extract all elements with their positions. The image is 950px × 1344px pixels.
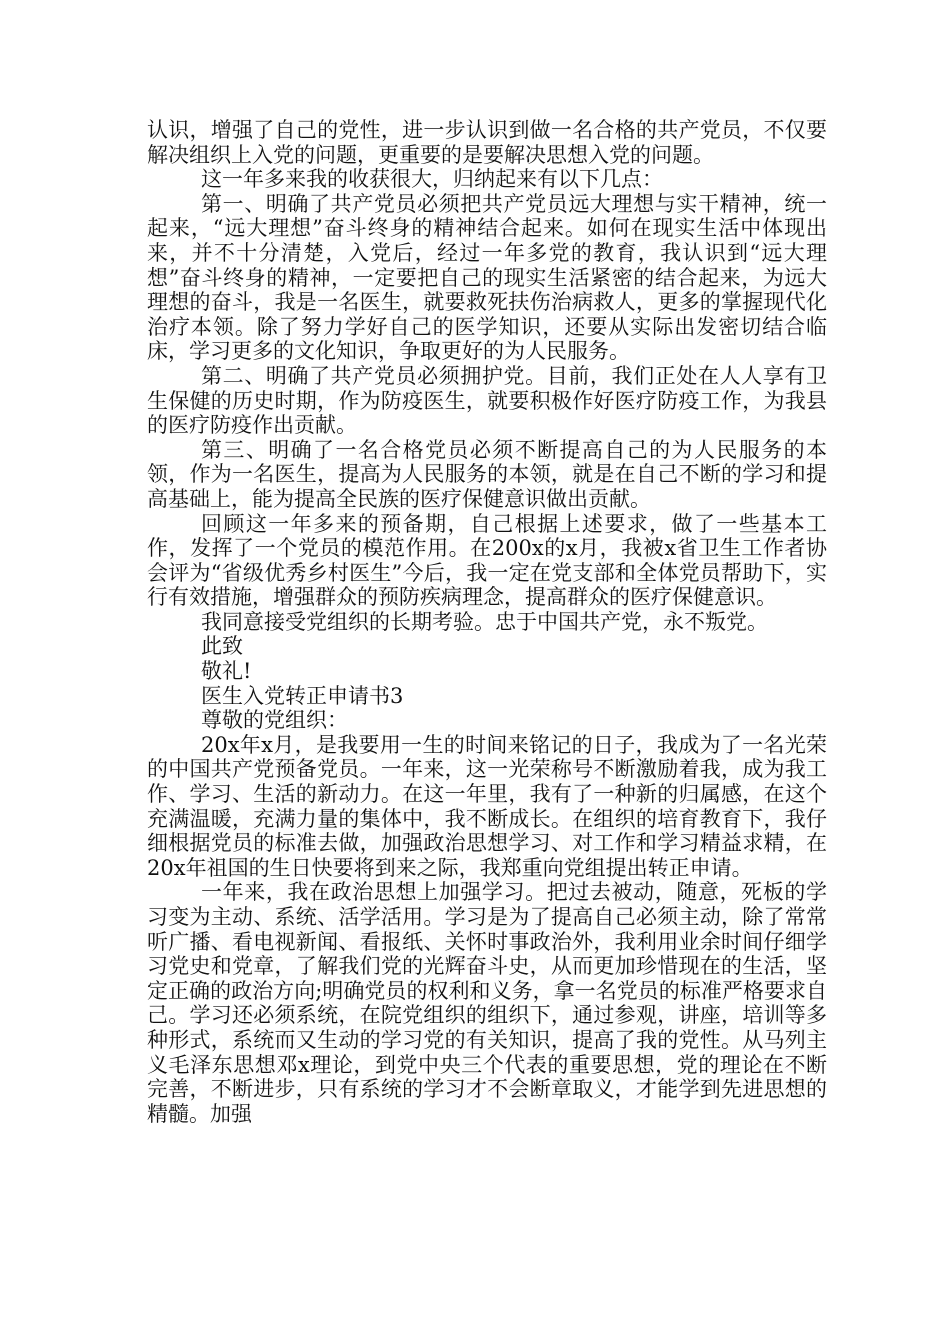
paragraph-8: 20x年x月，是我要用一生的时间来铭记的日子，我成为了一名光荣的中国共产党预备党员。一年来，这一光荣称号不断激励着我，成为我工作、学习、生活的新动力。在这一年里，我有了一种新的归属感，在这个充满温暖，充满力量的集体中，我不断成长。在组织的培育教育下，我仔细根据党员的标准去做，加强政治思想学习、对工作和学习精益求精，在20x年祖国的生日快要将到来之际，我郑重向党组提出转正申请。 bbox=[147, 732, 827, 880]
closing-jing-li: 敬礼! bbox=[201, 659, 252, 684]
paragraph-2: 这一年多来我的收获很大，归纳起来有以下几点： bbox=[201, 167, 663, 192]
document-page bbox=[147, 118, 827, 1126]
paragraph-1: 认识，增强了自己的党性，进一步认识到做一名合格的共产党员，不仅要解决组织上入党的问题，更重要的是要解决思想入党的问题。 bbox=[147, 118, 827, 167]
paragraph-6: 回顾这一年多来的预备期，自己根据上述要求，做了一些基本工作，发挥了一个党员的模范作用。在200x的x月，我被x省卫生工作者协会评为“省级优秀乡村医生”今后，我一定在党支部和全体党员帮助下，实行有效措施，增强群众的预防疾病理念，提高群众的医疗保健意识。 bbox=[147, 511, 827, 610]
paragraph-9: 一年来，我在政治思想上加强学习。把过去被动，随意，死板的学习变为主动、系统、活学活用。学习是为了提高自己必须主动，除了常常听广播、看电视新闻、看报纸、关怀时事政治外，我利用业余时间仔细学习党史和党章，了解我们党的光辉奋斗史，从而更加珍惜现在的生活，坚定正确的政治方向;明确党员的权利和义务，拿一名党员的标准严格要求自己。学习还必须系统，在院党组织的组织下，通过参观，讲座，培训等多种形式，系统而又生动的学习党的有关知识，提高了我的党性。从马列主义毛泽东思想邓x理论，到党中央三个代表的重要思想，党的理论在不断完善，不断进步，只有系统的学习才不会断章取义，才能学到先进思想的精髓。加强 bbox=[147, 880, 827, 1126]
paragraph-3: 第一、明确了共产党员必须把共产党员远大理想与实干精神，统一起来，“远大理想”奋斗终身的精神结合起来。如何在现实生活中体现出来，并不十分清楚，入党后，经过一年多党的教育，我认识到“远大理想”奋斗终身的精神，一定要把自己的现实生活紧密的结合起来，为远大理想的奋斗，我是一名医生，就要救死扶伤治病救人，更多的掌握现代化治疗本领。除了努力学好自己的医学知识，还要从实际出发密切结合临床，学习更多的文化知识，争取更好的为人民服务。 bbox=[147, 191, 827, 364]
paragraph-7: 我同意接受党组织的长期考验。忠于中国共产党，永不叛党。 bbox=[201, 609, 768, 634]
closing-ci-zhi: 此致 bbox=[201, 634, 243, 659]
paragraph-5: 第三、明确了一名合格党员必须不断提高自己的为人民服务的本领，作为一名医生，提高为人民服务的本领，就是在自己不断的学习和提高基础上，能为提高全民族的医疗保健意识做出贡献。 bbox=[147, 437, 827, 511]
section-title: 医生入党转正申请书3 bbox=[201, 683, 404, 708]
paragraph-4: 第二、明确了共产党员必须拥护党。目前，我们正处在人人享有卫生保健的历史时期，作为防疫医生，就要积极作好医疗防疫工作，为我县的医疗防疫作出贡献。 bbox=[147, 363, 827, 438]
salutation: 尊敬的党组织： bbox=[201, 708, 348, 733]
